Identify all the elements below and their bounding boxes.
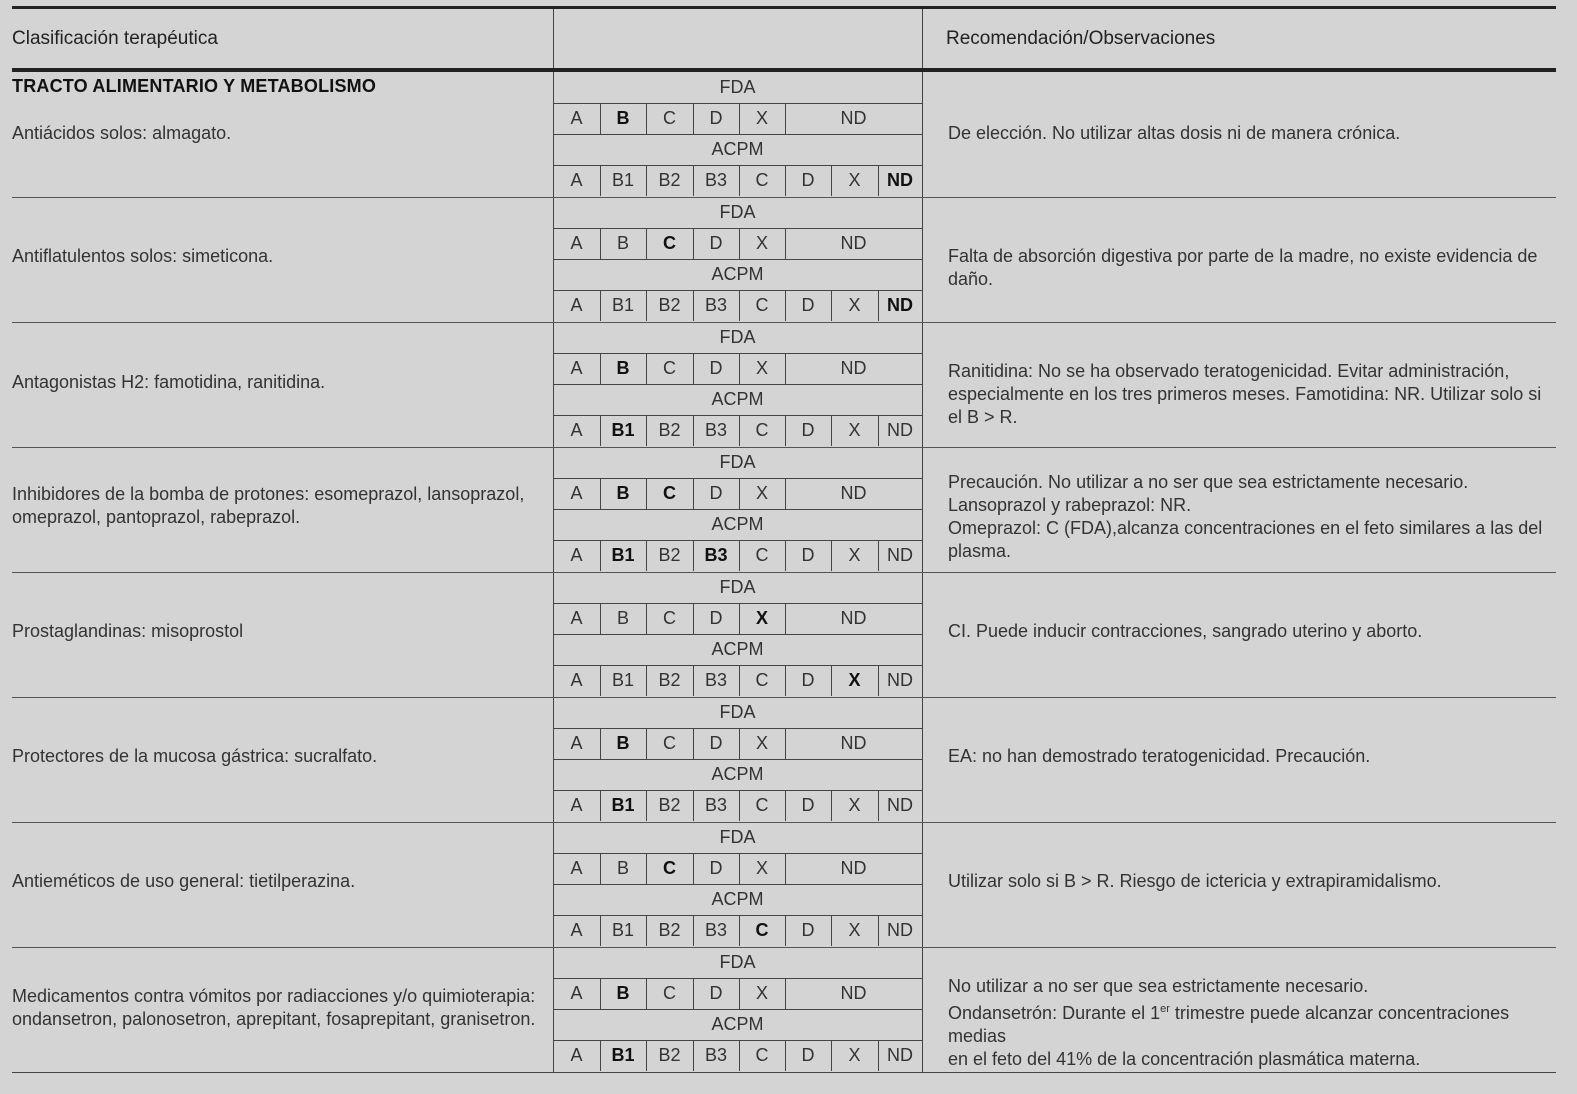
recommendation-line: No utilizar a no ser que sea estrictamente necesario. xyxy=(948,976,1369,996)
acpm-category-cell: A xyxy=(570,295,583,315)
acpm-category-cell: C xyxy=(755,795,769,815)
grid-line xyxy=(831,415,832,446)
acpm-category-cell: D xyxy=(801,545,815,565)
header-recommendation: Recomendación/Observaciones xyxy=(946,28,1216,49)
fda-category-cell: A xyxy=(570,733,583,753)
fda-category-cell: ND xyxy=(840,608,867,628)
fda-label: FDA xyxy=(719,952,756,972)
recommendation-line: en el feto del 41% de la concentración plasmática materna. xyxy=(948,1049,1421,1069)
grid-line xyxy=(785,1040,786,1071)
grid-line xyxy=(646,853,647,884)
acpm-category-cell: X xyxy=(848,1045,861,1065)
drug-classification xyxy=(12,122,547,145)
grid-line xyxy=(785,728,786,759)
fda-category-cell: X xyxy=(755,233,768,253)
grid-line xyxy=(646,290,647,321)
recommendation-text xyxy=(948,360,1553,429)
acpm-category-cell: B3 xyxy=(704,670,728,690)
grid-line xyxy=(739,165,740,196)
fda-label: FDA xyxy=(719,327,756,347)
drug-line: Medicamentos contra vómitos por radiacciones y/o quimioterapia: xyxy=(12,986,536,1006)
acpm-category-cell: X xyxy=(848,545,861,565)
grid-line xyxy=(739,665,740,696)
fda-category-cell: ND xyxy=(840,358,867,378)
acpm-category-cell: B1 xyxy=(611,295,635,315)
drug-line: Prostaglandinas: misoprostol xyxy=(12,621,244,641)
fda-category-cell: A xyxy=(570,858,583,878)
fda-label: FDA xyxy=(719,202,756,222)
table-row xyxy=(0,572,1577,697)
drug-classification xyxy=(12,620,547,643)
grid-line xyxy=(831,1040,832,1071)
grid-line xyxy=(739,540,740,571)
fda-category-cell: C xyxy=(663,233,676,253)
grid-line xyxy=(878,665,879,696)
grid-line xyxy=(878,915,879,946)
bottom-rule xyxy=(12,1072,1556,1073)
pregnancy-category-grid xyxy=(553,72,922,197)
drug-line: omeprazol, pantoprazol, rabeprazol. xyxy=(12,507,301,527)
grid-line xyxy=(878,165,879,196)
grid-line xyxy=(646,603,647,634)
pregnancy-category-grid xyxy=(553,572,922,697)
acpm-label: ACPM xyxy=(711,764,764,784)
fda-category-cell: ND xyxy=(840,483,867,503)
recommendation-line: especialmente en los tres primeros meses. Famotidina: NR. Utilizar solo si el B > R. xyxy=(948,384,1542,427)
grid-line xyxy=(739,353,740,384)
grid-line xyxy=(785,165,786,196)
recommendation-text xyxy=(948,745,1553,768)
fda-category-cell: A xyxy=(570,608,583,628)
drug-classification xyxy=(12,371,547,394)
acpm-category-cell: B1 xyxy=(611,795,635,815)
grid-line xyxy=(739,415,740,446)
acpm-category-cell: C xyxy=(755,1045,769,1065)
fda-category-cell: A xyxy=(570,983,583,1003)
grid-line xyxy=(646,1040,647,1071)
acpm-category-cell: ND xyxy=(887,795,913,815)
header-divider xyxy=(553,9,554,69)
fda-category-cell: C xyxy=(663,733,676,753)
grid-line xyxy=(600,665,601,696)
acpm-category-cell: D xyxy=(801,170,815,190)
grid-line xyxy=(739,228,740,259)
recommendation-text xyxy=(948,471,1553,563)
grid-line xyxy=(878,290,879,321)
grid-line xyxy=(600,915,601,946)
grid-line xyxy=(739,1040,740,1071)
grid-line xyxy=(600,478,601,509)
grid-line xyxy=(600,728,601,759)
fda-category-cell: X xyxy=(755,483,768,503)
pregnancy-category-grid xyxy=(553,947,922,1072)
pregnancy-category-grid xyxy=(553,322,922,447)
acpm-category-cell: B2 xyxy=(658,170,681,190)
grid-line xyxy=(739,853,740,884)
section-title: TRACTO ALIMENTARIO Y METABOLISMO xyxy=(12,76,377,96)
acpm-category-cell: B2 xyxy=(658,295,681,315)
fda-category-cell: ND xyxy=(840,983,867,1003)
drug-line: Protectores de la mucosa gástrica: sucralfato. xyxy=(12,746,378,766)
fda-category-cell: B xyxy=(616,358,630,378)
fda-category-cell: C xyxy=(663,358,676,378)
grid-line xyxy=(785,790,786,821)
acpm-category-cell: C xyxy=(755,420,769,440)
fda-category-cell: A xyxy=(570,358,583,378)
acpm-category-cell: B2 xyxy=(658,545,681,565)
acpm-category-cell: ND xyxy=(887,1045,913,1065)
acpm-category-cell: B1 xyxy=(611,545,635,565)
fda-category-cell: ND xyxy=(840,108,867,128)
grid-line xyxy=(646,228,647,259)
grid-line xyxy=(878,540,879,571)
fda-category-cell: C xyxy=(663,983,676,1003)
acpm-label: ACPM xyxy=(711,639,764,659)
fda-category-cell: C xyxy=(663,858,676,878)
fda-category-cell: B xyxy=(616,108,630,128)
grid-line xyxy=(785,915,786,946)
acpm-label: ACPM xyxy=(711,264,764,284)
table-row xyxy=(0,72,1577,197)
grid-line xyxy=(646,978,647,1009)
grid-line xyxy=(785,228,786,259)
table-row xyxy=(0,822,1577,947)
grid-line xyxy=(600,978,601,1009)
acpm-category-cell: A xyxy=(570,420,583,440)
drug-line: Inhibidores de la bomba de protones: esomeprazol, lansoprazol, xyxy=(12,484,525,504)
table-row xyxy=(0,322,1577,447)
grid-line xyxy=(739,978,740,1009)
fda-category-cell: X xyxy=(755,983,768,1003)
acpm-category-cell: D xyxy=(801,670,815,690)
grid-line xyxy=(600,103,601,134)
acpm-category-cell: X xyxy=(848,920,861,940)
fda-category-cell: C xyxy=(663,608,676,628)
grid-line xyxy=(739,103,740,134)
grid-line xyxy=(693,603,694,634)
fda-label: FDA xyxy=(719,452,756,472)
fda-category-cell: D xyxy=(709,858,723,878)
recommendation-text xyxy=(948,870,1553,893)
grid-line xyxy=(646,728,647,759)
acpm-category-cell: B3 xyxy=(704,545,728,565)
acpm-label: ACPM xyxy=(711,139,764,159)
acpm-category-cell: A xyxy=(570,920,583,940)
table-row xyxy=(0,197,1577,322)
acpm-category-cell: B1 xyxy=(611,170,635,190)
fda-category-cell: D xyxy=(709,108,723,128)
header-divider xyxy=(922,9,923,69)
grid-line xyxy=(600,853,601,884)
grid-line xyxy=(646,165,647,196)
acpm-category-cell: B2 xyxy=(658,670,681,690)
acpm-category-cell: X xyxy=(848,795,861,815)
fda-category-cell: B xyxy=(616,858,629,878)
acpm-category-cell: B3 xyxy=(704,920,728,940)
drug-line: Antiácidos solos: almagato. xyxy=(12,123,232,143)
fda-category-cell: A xyxy=(570,483,583,503)
acpm-category-cell: B3 xyxy=(704,420,728,440)
grid-line xyxy=(785,665,786,696)
acpm-category-cell: B3 xyxy=(704,795,728,815)
grid-line xyxy=(785,603,786,634)
acpm-category-cell: B2 xyxy=(658,795,681,815)
acpm-category-cell: ND xyxy=(887,920,913,940)
acpm-category-cell: B2 xyxy=(658,920,681,940)
grid-line xyxy=(693,915,694,946)
recommendation-line: Ondansetrón: Durante el 1er trimestre puede alcanzar concentraciones medias xyxy=(948,1003,1510,1046)
recommendation-line: CI. Puede inducir contracciones, sangrado uterino y aborto. xyxy=(948,621,1423,641)
acpm-category-cell: C xyxy=(755,295,769,315)
acpm-category-cell: A xyxy=(570,1045,583,1065)
table-row xyxy=(0,697,1577,822)
acpm-category-cell: C xyxy=(755,545,769,565)
grid-line xyxy=(646,415,647,446)
grid-line xyxy=(646,915,647,946)
grid-line xyxy=(693,415,694,446)
recommendation-text xyxy=(948,620,1553,643)
recommendation-text xyxy=(948,122,1553,145)
acpm-category-cell: X xyxy=(848,170,861,190)
recommendation-line: Precaución. No utilizar a no ser que sea estrictamente necesario. xyxy=(948,472,1469,492)
fda-category-cell: X xyxy=(755,108,768,128)
fda-category-cell: B xyxy=(616,233,629,253)
recommendation-line: Utilizar solo si B > R. Riesgo de ictericia y extrapiramidalismo. xyxy=(948,871,1442,891)
fda-category-cell: D xyxy=(709,983,723,1003)
acpm-category-cell: A xyxy=(570,545,583,565)
header-therapeutic-classification: Clasificación terapéutica xyxy=(12,28,218,49)
acpm-category-cell: C xyxy=(755,920,769,940)
grid-line xyxy=(646,665,647,696)
grid-line xyxy=(739,728,740,759)
acpm-category-cell: B1 xyxy=(611,1045,635,1065)
grid-line xyxy=(831,790,832,821)
drug-line: Antiflatulentos solos: simeticona. xyxy=(12,246,274,266)
grid-line xyxy=(739,478,740,509)
drug-line: Antagonistas H2: famotidina, ranitidina. xyxy=(12,372,326,392)
grid-line xyxy=(739,290,740,321)
grid-line xyxy=(739,915,740,946)
fda-category-cell: D xyxy=(709,733,723,753)
grid-line xyxy=(693,978,694,1009)
fda-category-cell: B xyxy=(616,483,630,503)
pregnancy-category-grid xyxy=(553,197,922,322)
acpm-category-cell: C xyxy=(755,170,769,190)
grid-line xyxy=(693,540,694,571)
acpm-category-cell: A xyxy=(570,670,583,690)
acpm-category-cell: X xyxy=(848,420,861,440)
recommendation-line: Lansoprazol y rabeprazol: NR. xyxy=(948,495,1192,515)
acpm-category-cell: B3 xyxy=(704,170,728,190)
acpm-category-cell: ND xyxy=(887,670,913,690)
fda-category-cell: D xyxy=(709,608,723,628)
drug-classification xyxy=(12,745,547,768)
pregnancy-category-grid xyxy=(553,447,922,572)
fda-category-cell: D xyxy=(709,233,723,253)
grid-line xyxy=(878,1040,879,1071)
grid-line xyxy=(785,353,786,384)
acpm-label: ACPM xyxy=(711,389,764,409)
grid-line xyxy=(646,540,647,571)
pregnancy-category-grid xyxy=(553,697,922,822)
fda-category-cell: D xyxy=(709,358,723,378)
grid-line xyxy=(785,478,786,509)
grid-line xyxy=(646,103,647,134)
fda-label: FDA xyxy=(719,702,756,722)
grid-line xyxy=(600,353,601,384)
grid-line xyxy=(785,853,786,884)
fda-category-cell: C xyxy=(663,483,676,503)
grid-line xyxy=(785,103,786,134)
grid-line xyxy=(693,228,694,259)
acpm-category-cell: B2 xyxy=(658,420,681,440)
grid-line xyxy=(693,478,694,509)
acpm-category-cell: D xyxy=(801,420,815,440)
acpm-category-cell: X xyxy=(848,295,861,315)
recommendation-line: Omeprazol: C (FDA),alcanza concentraciones en el feto similares a las del plasma. xyxy=(948,518,1543,561)
acpm-category-cell: B1 xyxy=(611,420,635,440)
grid-line xyxy=(693,103,694,134)
fda-category-cell: B xyxy=(616,608,629,628)
grid-line xyxy=(693,1040,694,1071)
grid-line xyxy=(646,790,647,821)
grid-line xyxy=(785,540,786,571)
grid-line xyxy=(831,665,832,696)
grid-line xyxy=(693,665,694,696)
fda-category-cell: X xyxy=(755,733,768,753)
drug-classification xyxy=(12,985,547,1031)
acpm-category-cell: D xyxy=(801,1045,815,1065)
grid-line xyxy=(878,790,879,821)
recommendation-text xyxy=(948,245,1553,291)
acpm-category-cell: C xyxy=(755,670,769,690)
fda-category-cell: B xyxy=(616,733,630,753)
grid-line xyxy=(693,165,694,196)
grid-line xyxy=(831,540,832,571)
grid-line xyxy=(600,290,601,321)
acpm-label: ACPM xyxy=(711,889,764,909)
grid-line xyxy=(600,540,601,571)
grid-line xyxy=(693,728,694,759)
table-row xyxy=(0,447,1577,572)
grid-line xyxy=(600,603,601,634)
fda-label: FDA xyxy=(719,827,756,847)
recommendation-line: Falta de absorción digestiva por parte de la madre, no existe evidencia de daño. xyxy=(948,246,1538,289)
drug-classification xyxy=(12,870,547,893)
recommendation-text xyxy=(948,975,1553,1071)
acpm-category-cell: X xyxy=(848,670,861,690)
fda-category-cell: X xyxy=(755,858,768,878)
grid-line xyxy=(785,415,786,446)
acpm-category-cell: D xyxy=(801,920,815,940)
grid-line xyxy=(600,228,601,259)
drug-line: ondansetron, palonosetron, aprepitant, fosaprepitant, granisetron. xyxy=(12,1009,536,1029)
acpm-category-cell: B1 xyxy=(611,920,635,940)
fda-category-cell: X xyxy=(755,358,768,378)
drug-line: Antieméticos de uso general: tietilperazina. xyxy=(12,871,356,891)
grid-line xyxy=(646,353,647,384)
fda-category-cell: ND xyxy=(840,858,867,878)
drug-classification xyxy=(12,245,547,268)
grid-line xyxy=(693,790,694,821)
grid-line xyxy=(785,290,786,321)
recommendation-line: De elección. No utilizar altas dosis ni de manera crónica. xyxy=(948,123,1401,143)
grid-line xyxy=(831,915,832,946)
drug-classification xyxy=(12,483,547,529)
table-row xyxy=(0,947,1577,1072)
acpm-category-cell: D xyxy=(801,295,815,315)
acpm-category-cell: ND xyxy=(887,295,913,315)
fda-category-cell: A xyxy=(570,108,583,128)
acpm-category-cell: B3 xyxy=(704,295,728,315)
acpm-category-cell: D xyxy=(801,795,815,815)
acpm-category-cell: ND xyxy=(887,420,913,440)
fda-label: FDA xyxy=(719,577,756,597)
fda-category-cell: ND xyxy=(840,733,867,753)
superscript-er: er xyxy=(1160,1003,1170,1015)
acpm-category-cell: B1 xyxy=(611,670,635,690)
fda-category-cell: A xyxy=(570,233,583,253)
acpm-category-cell: ND xyxy=(887,170,913,190)
acpm-label: ACPM xyxy=(711,514,764,534)
acpm-category-cell: A xyxy=(570,795,583,815)
grid-line xyxy=(878,415,879,446)
grid-line xyxy=(831,290,832,321)
acpm-category-cell: B2 xyxy=(658,1045,681,1065)
fda-category-cell: X xyxy=(755,608,768,628)
grid-line xyxy=(693,853,694,884)
acpm-category-cell: B3 xyxy=(704,1045,728,1065)
fda-category-cell: C xyxy=(663,108,676,128)
acpm-category-cell: A xyxy=(570,170,583,190)
fda-label: FDA xyxy=(719,77,756,97)
grid-line xyxy=(693,353,694,384)
grid-line xyxy=(739,603,740,634)
pregnancy-category-grid xyxy=(553,822,922,947)
grid-line xyxy=(739,790,740,821)
grid-line xyxy=(646,478,647,509)
recommendation-line: Ranitidina: No se ha observado teratogenicidad. Evitar administración, xyxy=(948,361,1510,381)
grid-line xyxy=(600,790,601,821)
grid-line xyxy=(600,415,601,446)
grid-line xyxy=(600,1040,601,1071)
fda-category-cell: D xyxy=(709,483,723,503)
grid-line xyxy=(600,165,601,196)
grid-line xyxy=(785,978,786,1009)
acpm-label: ACPM xyxy=(711,1014,764,1034)
recommendation-line: EA: no han demostrado teratogenicidad. Precaución. xyxy=(948,746,1371,766)
grid-line xyxy=(693,290,694,321)
acpm-category-cell: ND xyxy=(887,545,913,565)
grid-line xyxy=(831,165,832,196)
fda-category-cell: ND xyxy=(840,233,867,253)
fda-category-cell: B xyxy=(616,983,630,1003)
